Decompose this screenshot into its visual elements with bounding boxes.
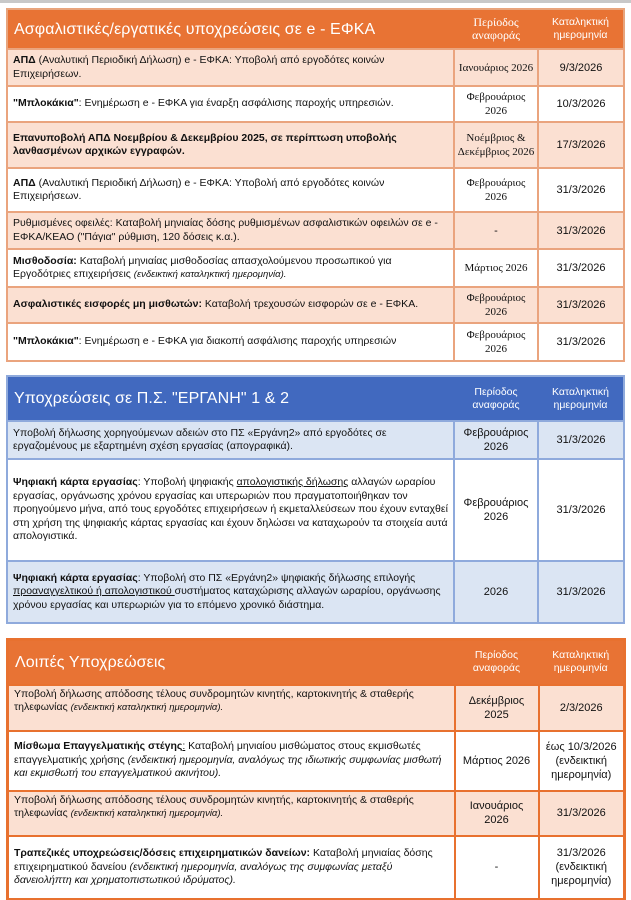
obligation-description: ΑΠΔ (Αναλυτική Περιοδική Δήλωση) e - ΕΦΚΑ: Υποβολή από εργοδότες κοινών Επιχειρήσεων.	[7, 168, 454, 212]
table-row	[7, 168, 624, 212]
table-header	[7, 376, 624, 421]
deadline-date: 31/3/2026	[538, 421, 624, 459]
deadline-date: 31/3/2026	[538, 561, 624, 623]
section-title: Ασφαλιστικές/εργατικές υποχρεώσεις σε e - ΕΦΚΑ	[7, 9, 454, 49]
reference-period: -	[454, 212, 538, 249]
reference-period: Ιανουάριος 2026	[455, 791, 539, 836]
deadline-date: 9/3/2026	[538, 49, 624, 86]
deadline-date: 17/3/2026	[538, 122, 624, 168]
table-header	[8, 640, 625, 685]
deadline-column-header: Καταληκτική ημερομηνία	[538, 376, 624, 421]
deadline-date: 10/3/2026	[538, 86, 624, 122]
efka-obligations-table	[6, 8, 625, 362]
period-column-header: Περίοδος αναφοράς	[455, 640, 539, 685]
deadline-date: 31/3/2026	[538, 249, 624, 287]
deadline-date: 31/3/2026	[538, 323, 624, 361]
table-row	[7, 212, 624, 249]
table-row	[7, 323, 624, 361]
other-obligations-section	[6, 638, 623, 900]
table-row	[7, 561, 624, 623]
table-row	[7, 421, 624, 459]
reference-period: Φεβρουάριος 2026	[454, 421, 538, 459]
section-title: Υποχρεώσεις σε Π.Σ. "ΕΡΓΑΝΗ" 1 & 2	[7, 376, 454, 421]
obligation-description: Επανυποβολή ΑΠΔ Νοεμβρίου & Δεκεμβρίου 2025, σε περίπτωση υποβολής λανθασμένων αρχικών εγγραφών.	[7, 122, 454, 168]
reference-period: -	[455, 836, 539, 900]
other-obligations-table	[6, 638, 626, 900]
reference-period: Φεβρουάριος 2026	[454, 287, 538, 323]
section-title: Λοιπές Υποχρεώσεις	[8, 640, 455, 685]
table-row	[8, 685, 625, 731]
deadline-column-header: Καταληκτική ημερομηνία	[538, 9, 624, 49]
obligation-description: ΑΠΔ (Αναλυτική Περιοδική Δήλωση) e - ΕΦΚΑ: Υποβολή από εργοδότες κοινών Επιχειρήσεων.	[7, 49, 454, 86]
table-row	[7, 86, 624, 122]
obligation-description: Ρυθμισμένες οφειλές: Καταβολή μηνιαίας δόσης ρυθμισμένων ασφαλιστικών οφειλών σε e - ΕΦΚΑ/ΚΕΑΟ ("Πάγια" ρύθμιση, 120 δόσεις κ.α.).	[7, 212, 454, 249]
obligation-description: "Μπλοκάκια": Ενημέρωση e - ΕΦΚΑ για διακοπή ασφάλισης παροχής υπηρεσιών	[7, 323, 454, 361]
obligation-description: "Μπλοκάκια": Ενημέρωση e - ΕΦΚΑ για έναρξη ασφάλισης παροχής υπηρεσιών.	[7, 86, 454, 122]
table-row	[8, 731, 625, 791]
obligation-description: Ασφαλιστικές εισφορές μη μισθωτών: Καταβολή τρεχουσών εισφορών σε e - ΕΦΚΑ.	[7, 287, 454, 323]
reference-period: Μάρτιος 2026	[454, 249, 538, 287]
obligation-description: Ψηφιακή κάρτα εργασίας: Υποβολή στο ΠΣ «Εργάνη2» ψηφιακής δήλωσης επιλογής προαναγγελτικού ή απολογιστικού συστήματος καταχώρισης αλλαγών ωραρίου, οργάνωσης χρόνου εργασίας και υπερωριών για το επόμενο χρονικό διάστημα.	[7, 561, 454, 623]
obligation-description: Μίσθωμα Επαγγελματικής στέγης: Καταβολή μηνιαίου μισθώματος στους εκμισθωτές επαγγελματικής χρήσης (ενδεικτική ημερομηνία, αναλόγως της ιδιωτικής συμφωνίας μισθωτή και εκμισθωτή του επαγγελματικού ακινήτου).	[8, 731, 455, 791]
deadline-date: 31/3/2026 (ενδεικτική ημερομηνία)	[539, 836, 625, 900]
deadline-column-header: Καταληκτική ημερομηνία	[539, 640, 625, 685]
reference-period: Φεβρουάριος 2026	[454, 323, 538, 361]
table-row	[7, 249, 624, 287]
deadline-date: έως 10/3/2026 (ενδεικτική ημερομηνία)	[539, 731, 625, 791]
obligation-description: Υποβολή δήλωσης απόδοσης τέλους συνδρομητών κινητής, καρτοκινητής & σταθερής τηλεφωνίας (ενδεικτική καταληκτική ημερομηνία).	[8, 791, 455, 836]
ergani-obligations-table	[6, 375, 625, 624]
reference-period: Φεβρουάριος 2026	[454, 168, 538, 212]
period-column-header: Περίοδος αναφοράς	[454, 9, 538, 49]
table-row	[7, 122, 624, 168]
table-header	[7, 9, 624, 49]
reference-period: Ιανουάριος 2026	[454, 49, 538, 86]
table-row	[8, 836, 625, 900]
deadline-date: 31/3/2026	[538, 168, 624, 212]
ergani-obligations-section	[6, 375, 623, 624]
deadline-date: 31/3/2026	[538, 212, 624, 249]
deadline-date: 2/3/2026	[539, 685, 625, 731]
table-row	[8, 791, 625, 836]
reference-period: Νοέμβριος & Δεκέμβριος 2026	[454, 122, 538, 168]
table-row	[7, 287, 624, 323]
obligation-description: Μισθοδοσία: Καταβολή μηνιαίας μισθοδοσίας απασχολούμενου προσωπικού για Εργοδότριες επιχειρήσεις (ενδεικτική καταληκτική ημερομηνία).	[7, 249, 454, 287]
obligation-description: Ψηφιακή κάρτα εργασίας: Υποβολή ψηφιακής απολογιστικής δήλωσης αλλαγών ωραρίου εργασίας, οργάνωσης χρόνου εργασίας και υπερωριών που πραγματοποιήθηκαν τον προηγούμενο μήνα, από τους εργοδότες επιχειρήσεων ή εκμεταλλεύσεων που έχουν ενταχθεί στη χρήση της ψηφιακής κάρτας εργασίας και έχουν δηλώσει να καταχωρούν τα στοιχεία αυτά απολογιστικά.	[7, 459, 454, 561]
obligation-description: Υποβολή δήλωσης χορηγούμενων αδειών στο ΠΣ «Εργάνη2» από εργοδότες σε εργαζομένους με εξαρτημένη σχέση εργασίας (απογραφικά).	[7, 421, 454, 459]
obligation-description: Τραπεζικές υποχρεώσεις/δόσεις επιχειρηματικών δανείων: Καταβολή μηνιαίας δόσης επιχειρηματικού δανείου (ενδεικτική ημερομηνία, αναλόγως της συμφωνίας μεταξύ δανειολήπτη και χρηματοπιστωτικού ιδρύματος).	[8, 836, 455, 900]
table-row	[7, 459, 624, 561]
reference-period: Φεβρουάριος 2026	[454, 86, 538, 122]
top-border	[0, 0, 631, 3]
reference-period: Μάρτιος 2026	[455, 731, 539, 791]
period-column-header: Περίοδος αναφοράς	[454, 376, 538, 421]
obligation-description: Υποβολή δήλωσης απόδοσης τέλους συνδρομητών κινητής, καρτοκινητής & σταθερής τηλεφωνίας (ενδεικτική καταληκτική ημερομηνία).	[8, 685, 455, 731]
reference-period: Φεβρουάριος 2026	[454, 459, 538, 561]
table-row	[7, 49, 624, 86]
reference-period: 2026	[454, 561, 538, 623]
deadline-date: 31/3/2026	[538, 287, 624, 323]
efka-obligations-section	[6, 8, 623, 362]
reference-period: Δεκέμβριος 2025	[455, 685, 539, 731]
deadline-date: 31/3/2026	[538, 459, 624, 561]
deadline-date: 31/3/2026	[539, 791, 625, 836]
